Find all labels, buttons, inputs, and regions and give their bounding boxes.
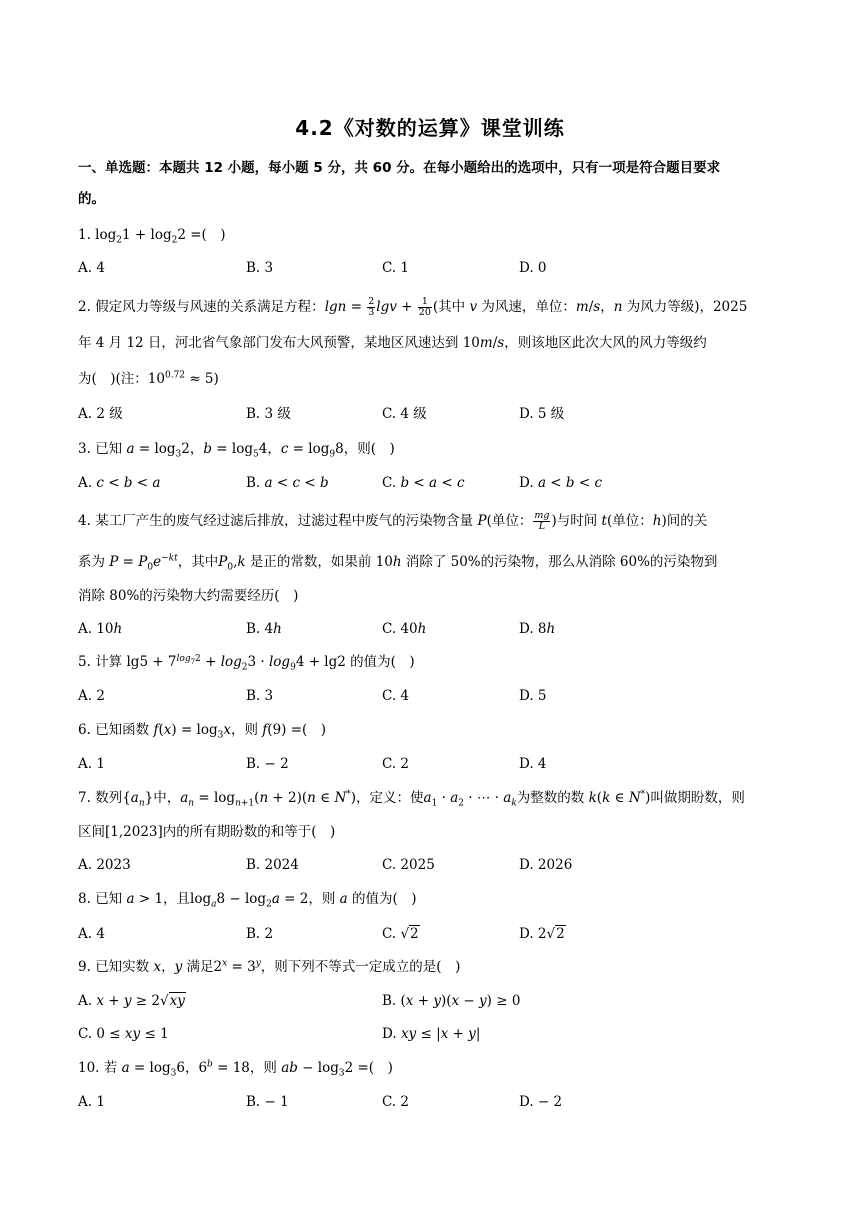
q3-option-a: A. c < b < a bbox=[78, 475, 161, 491]
question-7: 7. 数列$\{a_n\}$中，$a_n = \log_{n+1}(n + 2)(n$ ∈ N*)，定义：使$a_1 \cdot a_2$ · ⋯ · $a_k$为整数的数 k(k ∈ N*)叫做期盼数，则 bbox=[78, 789, 745, 809]
q7-option-a: A. 2023 bbox=[78, 857, 131, 873]
q4-option-d: D. 8h bbox=[519, 621, 556, 637]
q1-option-d: D. 0 bbox=[519, 260, 547, 276]
question-2-line-2: 年 4 月 12 日，河北省气象部门发布大风预警，某地区风速达到 10m/s，则该地区此次大风的风力等级约 bbox=[78, 335, 707, 351]
q5-option-c: C. 4 bbox=[382, 688, 410, 704]
q4-option-b: B. 4h bbox=[246, 621, 282, 637]
q1-option-b: B. 3 bbox=[246, 260, 274, 276]
question-10: 10. 若 $a = \log_36$，$6^b = 18$，则 ab − $\log_32$ =( ) bbox=[78, 1059, 393, 1079]
q4-option-a: A. 10h bbox=[78, 621, 123, 637]
q3-option-c: C. b < a < c bbox=[382, 475, 465, 491]
question-2: 2. 假定风力等级与风速的关系满足方程：lgn = $\frac{2}{3}$ lgv + $\frac{1}{20}$ (其中 v 为风速，单位：m/s，n 为风力等级)，2025 bbox=[78, 296, 748, 318]
page-title: 4.2《对数的运算》课堂训练 bbox=[295, 116, 565, 140]
section-heading: 一、单选题：本题共 12 小题，每小题 5 分，共 60 分。在每小题给出的选项中，只有一项是符合题目要求 bbox=[78, 160, 721, 176]
q3-option-b: B. a < c < b bbox=[246, 475, 329, 491]
q9-option-c: C. 0 ≤ xy ≤ 1 bbox=[78, 1026, 169, 1042]
q2-option-b: B. 3 级 bbox=[246, 406, 291, 422]
section-heading-cont: 的。 bbox=[78, 191, 105, 207]
question-4: 4. 某工厂产生的废气经过滤后排放，过滤过程中废气的污染物含量 P(单位： $\frac{mg}{L}$ )与时间 t(单位：h)间的关 bbox=[78, 510, 708, 532]
q10-option-b: B. − 1 bbox=[246, 1094, 289, 1110]
q5-option-a: A. 2 bbox=[78, 688, 105, 704]
question-8: 8. 已知 a > 1，且$\log_a8 - \log_2a = 2$，则 a 的值为( ) bbox=[78, 891, 417, 910]
q8-option-d: D. 2√2 bbox=[519, 926, 565, 942]
q8-option-c: C. √2 bbox=[382, 926, 419, 942]
q9-option-b: B. (x + y)(x − y) ≥ 0 bbox=[382, 993, 521, 1009]
q5-option-d: D. 5 bbox=[519, 688, 547, 704]
q2-option-d: D. 5 级 bbox=[519, 406, 565, 422]
question-4-line-2: 系为 $P = P_0e^{-kt}$，其中$P_0,k$ 是正的常数，如果前 10h 消除了 50%的污染物，那么从消除 60%的污染物到 bbox=[78, 553, 718, 573]
q8-option-b: B. 2 bbox=[246, 926, 274, 942]
q7-option-d: D. 2026 bbox=[519, 857, 573, 873]
q10-option-d: D. − 2 bbox=[519, 1094, 563, 1110]
q9-option-a: A. x + y ≥ 2√xy bbox=[78, 993, 185, 1009]
q6-option-d: D. 4 bbox=[519, 756, 547, 772]
q7-option-b: B. 2024 bbox=[246, 857, 299, 873]
question-6: 6. 已知函数 $f(x) = \log_3x$，则 f(9) =( ) bbox=[78, 722, 327, 741]
q10-option-c: C. 2 bbox=[382, 1094, 410, 1110]
q3-option-d: D. a < b < c bbox=[519, 475, 603, 491]
q6-option-c: C. 2 bbox=[382, 756, 410, 772]
q7-option-c: C. 2025 bbox=[382, 857, 435, 873]
question-9: 9. 已知实数 x，y 满足$2^x = 3^y$，则下列不等式一定成立的是( ) bbox=[78, 958, 461, 975]
q8-option-a: A. 4 bbox=[78, 926, 105, 942]
question-5: 5. 计算 $\lg 5 + 7^{log_72} + \log_23 \cdot \log_94 + \lg 2$ 的值为( ) bbox=[78, 653, 415, 673]
q10-option-a: A. 1 bbox=[78, 1094, 105, 1110]
question-4-line-3: 消除 80%的污染物大约需要经历( ) bbox=[78, 588, 299, 604]
question-7-line-2: 区间[1,2023]内的所有期盼数的和等于( ) bbox=[78, 824, 336, 840]
q6-option-b: B. − 2 bbox=[246, 756, 289, 772]
q2-option-c: C. 4 级 bbox=[382, 406, 427, 422]
q1-option-a: A. 4 bbox=[78, 260, 105, 276]
q9-option-d: D. xy ≤ |x + y| bbox=[382, 1026, 481, 1042]
question-3: 3. 已知 $a = \log_32$，$b = \log_54$，$c = \log_98$，则( ) bbox=[78, 441, 395, 460]
question-1: 1. $\log_21 + \log_22$ =( ) bbox=[78, 227, 226, 246]
q1-option-c: C. 1 bbox=[382, 260, 410, 276]
q2-option-a: A. 2 级 bbox=[78, 406, 123, 422]
q6-option-a: A. 1 bbox=[78, 756, 105, 772]
q4-option-c: C. 40h bbox=[382, 621, 427, 637]
question-2-line-3: 为( )(注：$10^{0.72} \approx 5$) bbox=[78, 370, 219, 387]
q5-option-b: B. 3 bbox=[246, 688, 274, 704]
